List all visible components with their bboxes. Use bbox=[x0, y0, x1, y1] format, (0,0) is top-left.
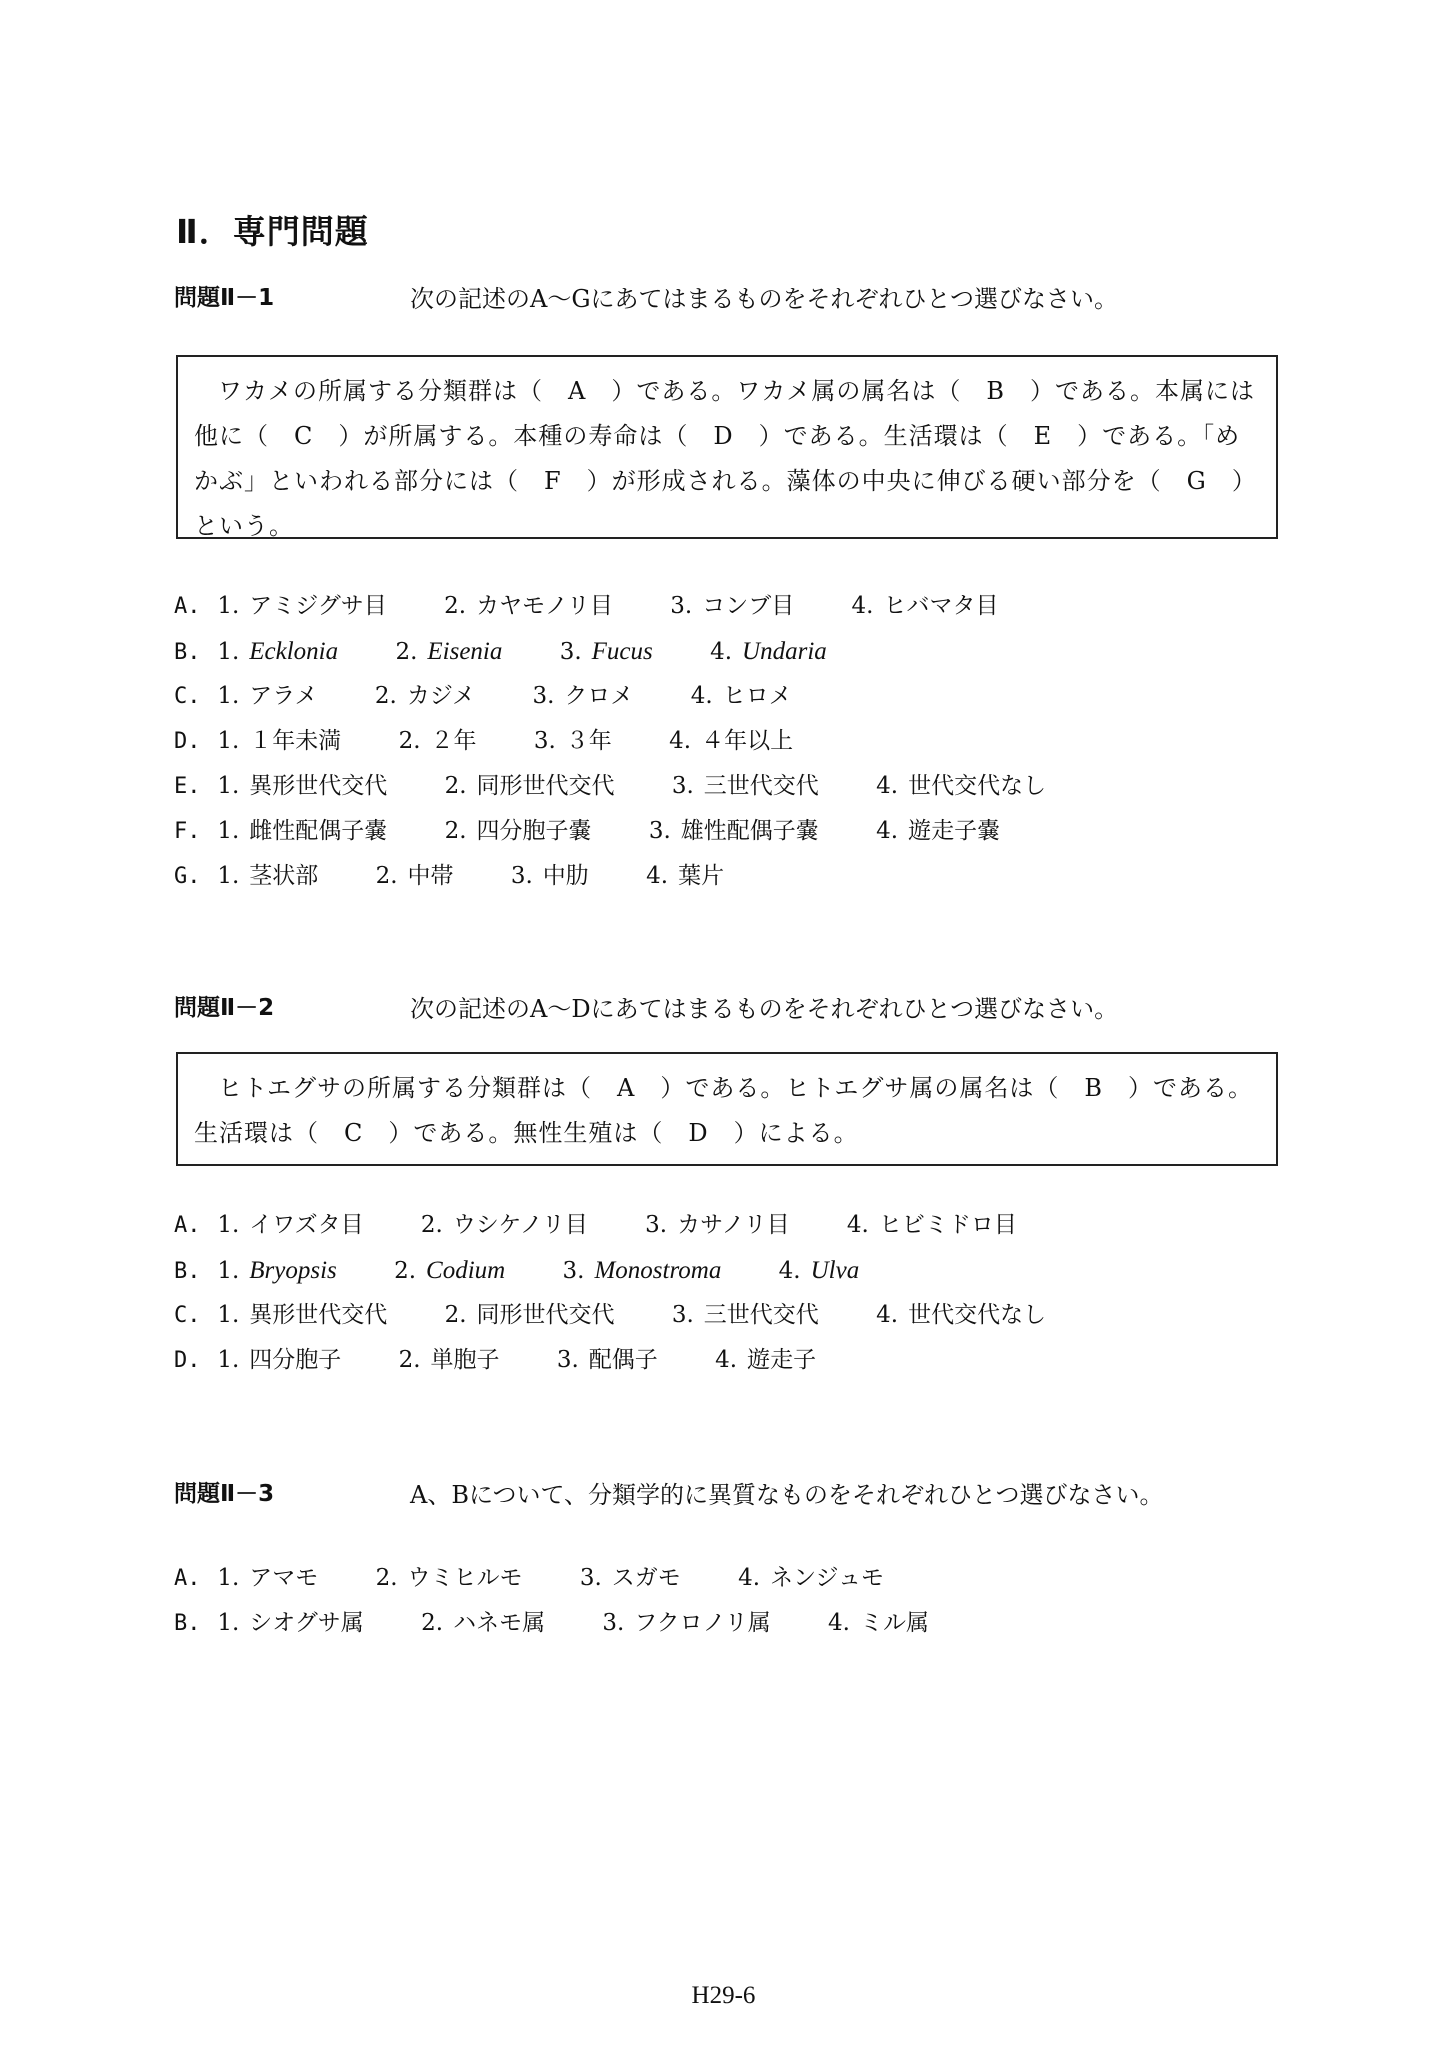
option-row: A. 1. イワズタ目 2. ウシケノリ目 3. カサノリ目 4. ヒビミドロ目 bbox=[174, 1203, 1096, 1248]
question-label: 問題Ⅱ－2 bbox=[174, 995, 275, 1021]
option-row: D. 1. 四分胞子 2. 単胞子 3. 配偶子 4. 遊走子 bbox=[174, 1338, 1096, 1383]
choice: 2. Eisenia bbox=[395, 638, 503, 665]
choice: 2. 四分胞子嚢 bbox=[444, 818, 592, 844]
choice: 4. ミル属 bbox=[828, 1610, 929, 1636]
question-instruction: A、Bについて、分類学的に異質なものをそれぞれひとつ選びなさい。 bbox=[410, 1481, 1164, 1509]
choice: 2. ２年 bbox=[398, 728, 477, 754]
question-3-options bbox=[174, 1556, 979, 1646]
question-passage: ヒトエグサの所属する分類群は（ A ）である。ヒトエグサ属の属名は（ B ）である。生活環は（ C ）である。無性生殖は（ D ）による。 bbox=[194, 1074, 1254, 1147]
choice: 3. カサノリ目 bbox=[645, 1212, 790, 1238]
choice: 2. ウシケノリ目 bbox=[420, 1212, 588, 1238]
choice: 3. スガモ bbox=[579, 1565, 681, 1591]
question-1-options bbox=[174, 584, 1096, 899]
choice: 3. クロメ bbox=[532, 683, 634, 709]
choice: 2. 単胞子 bbox=[398, 1347, 500, 1373]
choice: 4. ヒロメ bbox=[690, 683, 792, 709]
choice: 3. Fucus bbox=[559, 638, 653, 665]
question-2-options bbox=[174, 1203, 1096, 1383]
question-instruction: 次の記述のA～Gにあてはまるものをそれぞれひとつ選びなさい。 bbox=[410, 285, 1119, 313]
question-label: 問題Ⅱ－1 bbox=[174, 285, 275, 311]
choice: 2. ウミヒルモ bbox=[375, 1565, 523, 1591]
choice: 1. 四分胞子 bbox=[217, 1347, 342, 1373]
section-title: Ⅱ．専門問題 bbox=[176, 212, 369, 251]
question-label: 問題Ⅱ－3 bbox=[174, 1481, 275, 1507]
choice: 1. １年未満 bbox=[217, 728, 342, 754]
choice: 4. 葉片 bbox=[646, 863, 725, 889]
choice: 1. アマモ bbox=[217, 1565, 319, 1591]
choice: 4. ヒビミドロ目 bbox=[846, 1212, 1017, 1238]
choice: 1. イワズタ目 bbox=[217, 1212, 364, 1238]
question-2-passage-box bbox=[176, 1052, 1278, 1166]
question-1-passage-box bbox=[176, 355, 1278, 539]
choice: 2. 中帯 bbox=[375, 863, 454, 889]
choice: 1. アミジグサ目 bbox=[217, 593, 387, 619]
choice: 1. Ecklonia bbox=[217, 638, 339, 665]
option-row: B. 1. シオグサ属 2. ハネモ属 3. フクロノリ属 4. ミル属 bbox=[174, 1601, 979, 1646]
choice: 3. 雄性配偶子嚢 bbox=[648, 818, 819, 844]
choice: 4. ヒバマタ目 bbox=[851, 593, 999, 619]
choice: 2. カジメ bbox=[374, 683, 476, 709]
choice: 3. 三世代交代 bbox=[671, 1302, 819, 1328]
choice: 1. シオグサ属 bbox=[217, 1610, 364, 1636]
choice: 1. アラメ bbox=[217, 683, 318, 709]
choice: 3. Monostroma bbox=[562, 1257, 722, 1284]
choice: 2. Codium bbox=[394, 1257, 506, 1284]
choice: 1. 異形世代交代 bbox=[217, 1302, 388, 1328]
choice: 4. ４年以上 bbox=[669, 728, 794, 754]
option-row: C. 1. アラメ 2. カジメ 3. クロメ 4. ヒロメ bbox=[174, 674, 1096, 719]
option-row: B. 1. Ecklonia 2. Eisenia 3. Fucus 4. Undaria bbox=[174, 629, 1096, 674]
choice: 3. フクロノリ属 bbox=[602, 1610, 771, 1636]
choice: 3. 配偶子 bbox=[556, 1347, 658, 1373]
choice: 3. 中肋 bbox=[510, 863, 589, 889]
option-row: D. 1. １年未満 2. ２年 3. ３年 4. ４年以上 bbox=[174, 719, 1096, 764]
choice: 4. Ulva bbox=[778, 1257, 860, 1284]
choice: 2. 同形世代交代 bbox=[444, 1302, 615, 1328]
option-row: B. 1. Bryopsis 2. Codium 3. Monostroma 4. Ulva bbox=[174, 1248, 1096, 1293]
option-row: A. 1. アミジグサ目 2. カヤモノリ目 3. コンブ目 4. ヒバマタ目 bbox=[174, 584, 1096, 629]
choice: 4. 世代交代なし bbox=[876, 773, 1047, 799]
choice: 4. 世代交代なし bbox=[876, 1302, 1047, 1328]
option-row: C. 1. 異形世代交代 2. 同形世代交代 3. 三世代交代 4. 世代交代なし bbox=[174, 1293, 1096, 1338]
choice: 4. 遊走子嚢 bbox=[876, 818, 1001, 844]
question-instruction: 次の記述のA～Dにあてはまるものをそれぞれひとつ選びなさい。 bbox=[410, 995, 1119, 1023]
choice: 1. Bryopsis bbox=[217, 1257, 337, 1284]
page-number: H29-6 bbox=[691, 1982, 756, 2009]
choice: 3. コンブ目 bbox=[670, 593, 795, 619]
choice: 1. 茎状部 bbox=[217, 863, 319, 889]
option-row: G. 1. 茎状部 2. 中帯 3. 中肋 4. 葉片 bbox=[174, 854, 1096, 899]
choice: 4. Undaria bbox=[710, 638, 827, 665]
option-row: F. 1. 雌性配偶子嚢 2. 四分胞子嚢 3. 雄性配偶子嚢 4. 遊走子嚢 bbox=[174, 809, 1096, 854]
choice: 1. 雌性配偶子嚢 bbox=[217, 818, 388, 844]
choice: 2. カヤモノリ目 bbox=[444, 593, 613, 619]
choice: 4. ネンジュモ bbox=[738, 1565, 885, 1591]
choice: 4. 遊走子 bbox=[715, 1347, 817, 1373]
option-row: E. 1. 異形世代交代 2. 同形世代交代 3. 三世代交代 4. 世代交代なし bbox=[174, 764, 1096, 809]
option-row: A. 1. アマモ 2. ウミヒルモ 3. スガモ 4. ネンジュモ bbox=[174, 1556, 979, 1601]
choice: 1. 異形世代交代 bbox=[217, 773, 388, 799]
choice: 3. ３年 bbox=[533, 728, 612, 754]
question-passage: ワカメの所属する分類群は（ A ）である。ワカメ属の属名は（ B ）である。本属には他に（ C ）が所属する。本種の寿命は（ D ）である。生活環は（ E ）である。「めかぶ」といわれる部分には（ F ）が形成される。藻体の中央に伸びる硬い部分を（ G ）という。 bbox=[194, 377, 1257, 540]
choice: 3. 三世代交代 bbox=[671, 773, 819, 799]
choice: 2. 同形世代交代 bbox=[444, 773, 615, 799]
choice: 2. ハネモ属 bbox=[421, 1610, 546, 1636]
